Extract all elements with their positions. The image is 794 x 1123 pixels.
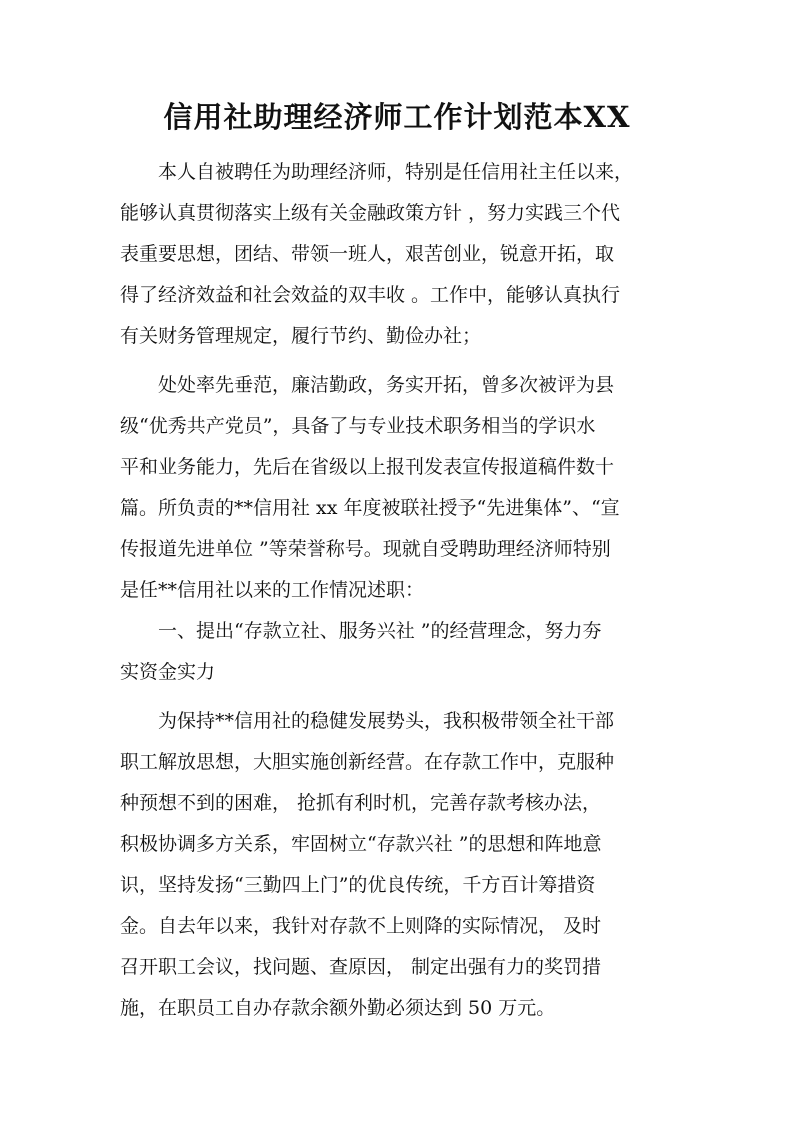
body-line: 种预想不到的困难， 抢抓有利时机，完善存款考核办法，: [120, 792, 602, 814]
body-line: 本人自被聘任为助理经济师，特别是任信用社主任以来，: [120, 161, 634, 183]
body-line: 有关财务管理规定，履行节约、勤俭办社；: [120, 325, 482, 347]
body-line: 职工解放思想，大胆实施创新经营。在存款工作中，克服种: [120, 751, 615, 773]
document-body: [120, 152, 675, 1029]
document-title: 信用社助理经济师工作计划范本XX: [163, 100, 631, 134]
section-heading-line: 实资金实力: [120, 661, 216, 683]
body-line: 处处率先垂范，廉洁勤政，务实开拓，曾多次被评为县: [120, 374, 615, 396]
body-line: 传报道先进单位 ”等荣誉称号。现就自受聘助理经济师特别: [120, 538, 611, 560]
body-line: 得了经济效益和社会效益的双丰收 。工作中，能够认真执行: [120, 284, 621, 306]
body-line: 篇。所负责的**信用社 xx 年度被联社授予“先进集体”、“宣: [120, 497, 620, 519]
body-line: 积极协调多方关系，牢固树立“存款兴社 ”的思想和阵地意: [120, 833, 602, 855]
body-line: 能够认真贯彻落实上级有关金融政策方针 ，努力实践三个代: [120, 202, 621, 224]
body-line: 为保持**信用社的稳健发展势头，我积极带领全社干部: [120, 710, 615, 732]
body-line: 施，在职员工自办存款余额外勤必须达到 50 万元。: [120, 997, 556, 1019]
body-line: 金。自去年以来，我针对存款不上则降的实际情况， 及时: [120, 915, 602, 937]
body-line: 是任**信用社以来的工作情况述职：: [120, 579, 425, 601]
section-heading-line: 一、提出“存款立社、服务兴社 ”的经营理念，努力夯: [120, 620, 602, 642]
paragraph-gap: [120, 693, 675, 701]
body-line: 平和业务能力，先后在省级以上报刊发表宣传报道稿件数十: [120, 456, 615, 478]
body-line: 召开职工会议，找问题、查原因， 制定出强有力的奖罚措: [120, 956, 602, 978]
body-line: 识，坚持发扬“三勤四上门”的优良传统，千方百计筹措资: [120, 874, 596, 896]
body-line: 表重要思想，团结、带领一班人，艰苦创业，锐意开拓，取: [120, 243, 615, 265]
paragraph-gap: [120, 357, 675, 365]
body-line: 级“优秀共产党员”，具备了与专业技术职务相当的学识水: [120, 415, 596, 437]
